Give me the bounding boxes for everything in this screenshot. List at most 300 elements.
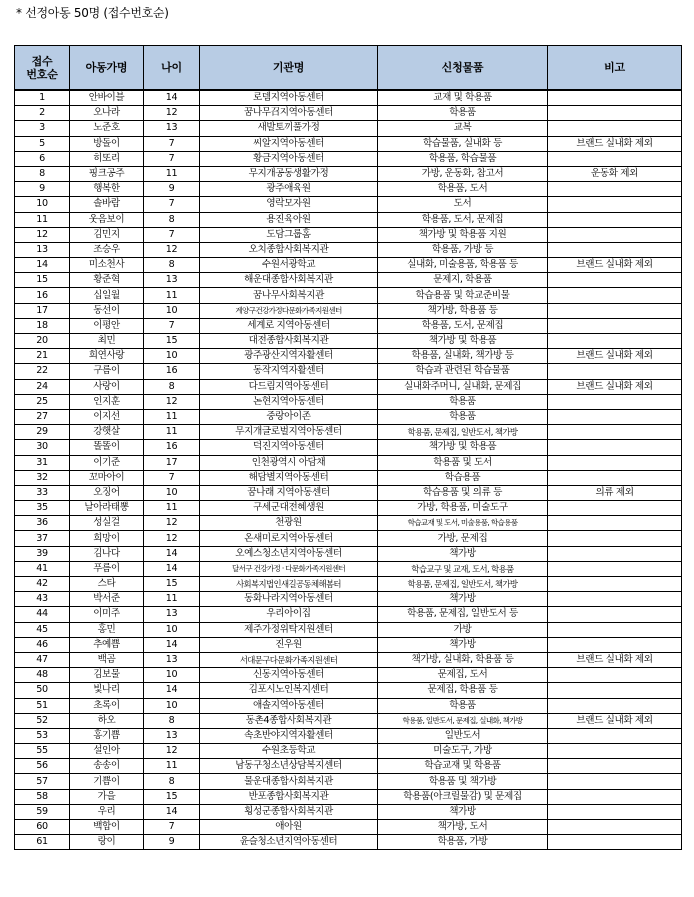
cell-note <box>548 546 682 561</box>
cell-age: 10 <box>144 622 200 637</box>
cell-org: 새발토끼풀가정 <box>200 121 378 136</box>
cell-age: 10 <box>144 349 200 364</box>
cell-number: 36 <box>15 516 70 531</box>
cell-number: 61 <box>15 835 70 850</box>
cell-item: 책가방 및 학용품 <box>378 334 548 349</box>
cell-name: 홍민 <box>70 622 144 637</box>
cell-number: 43 <box>15 592 70 607</box>
cell-number: 52 <box>15 713 70 728</box>
cell-org: 덕진지역아동센터 <box>200 440 378 455</box>
cell-number: 41 <box>15 561 70 576</box>
cell-note <box>548 698 682 713</box>
cell-number: 9 <box>15 182 70 197</box>
cell-item: 책가방, 학용품 등 <box>378 303 548 318</box>
cell-name: 스타 <box>70 577 144 592</box>
cell-number: 22 <box>15 364 70 379</box>
table-row <box>15 318 682 333</box>
cell-number: 31 <box>15 455 70 470</box>
cell-item: 학용품, 문제집, 일반도서, 책가방 <box>378 577 548 592</box>
cell-number: 42 <box>15 577 70 592</box>
cell-item: 책가방, 실내화, 학용품 등 <box>378 652 548 667</box>
cell-age: 14 <box>144 637 200 652</box>
table-row <box>15 592 682 607</box>
cell-note <box>548 728 682 743</box>
cell-name: 기쁨이 <box>70 774 144 789</box>
table-row <box>15 197 682 212</box>
table-row <box>15 258 682 273</box>
cell-item: 학습용품 및 학교준비물 <box>378 288 548 303</box>
cell-note <box>548 516 682 531</box>
cell-age: 7 <box>144 470 200 485</box>
cell-org: 남동구청소년상담복지센터 <box>200 759 378 774</box>
cell-name: 웃음보이 <box>70 212 144 227</box>
cell-number: 55 <box>15 744 70 759</box>
cell-name: 안바이블 <box>70 90 144 106</box>
table-row <box>15 394 682 409</box>
cell-note <box>548 835 682 850</box>
cell-org: 꿈나래 지역아동센터 <box>200 485 378 500</box>
cell-org: 다드림지역아동센터 <box>200 379 378 394</box>
cell-note <box>548 121 682 136</box>
table-row <box>15 561 682 576</box>
header-number-line1: 접수 <box>31 54 53 68</box>
table-row <box>15 728 682 743</box>
cell-note <box>548 683 682 698</box>
cell-note <box>548 774 682 789</box>
table-row <box>15 622 682 637</box>
table-row <box>15 425 682 440</box>
header-number-line2: 번호순 <box>26 67 58 81</box>
cell-age: 13 <box>144 728 200 743</box>
cell-number: 47 <box>15 652 70 667</box>
cell-name: 하오 <box>70 713 144 728</box>
cell-org: 동촌4종합사회복지관 <box>200 713 378 728</box>
cell-number: 39 <box>15 546 70 561</box>
cell-note <box>548 622 682 637</box>
cell-note: 브랜드 실내화 제외 <box>548 379 682 394</box>
table-row <box>15 759 682 774</box>
cell-item: 학용품 <box>378 409 548 424</box>
cell-note: 브랜드 실내화 제외 <box>548 652 682 667</box>
cell-age: 12 <box>144 394 200 409</box>
cell-org: 로뎀지역아동센터 <box>200 90 378 106</box>
cell-name: 빛나리 <box>70 683 144 698</box>
cell-age: 11 <box>144 592 200 607</box>
cell-number: 56 <box>15 759 70 774</box>
table-row <box>15 379 682 394</box>
cell-age: 12 <box>144 516 200 531</box>
cell-org: 사회복지법인새길공동체해봄터 <box>200 577 378 592</box>
cell-org: 도담그룹홈 <box>200 227 378 242</box>
cell-name: 꼬마아이 <box>70 470 144 485</box>
cell-number: 51 <box>15 698 70 713</box>
cell-item: 학습교재 및 도서, 미술용품, 학습용품 <box>378 516 548 531</box>
cell-item: 도서 <box>378 197 548 212</box>
cell-org: 서대문구다문화가족지원센터 <box>200 652 378 667</box>
cell-age: 10 <box>144 698 200 713</box>
table-row <box>15 212 682 227</box>
cell-number: 30 <box>15 440 70 455</box>
cell-number: 45 <box>15 622 70 637</box>
cell-number: 21 <box>15 349 70 364</box>
cell-note <box>548 334 682 349</box>
cell-age: 13 <box>144 273 200 288</box>
cell-number: 8 <box>15 166 70 181</box>
cell-org: 중랑아이존 <box>200 409 378 424</box>
cell-age: 14 <box>144 90 200 106</box>
cell-age: 11 <box>144 501 200 516</box>
table-row <box>15 637 682 652</box>
cell-name: 푸름이 <box>70 561 144 576</box>
cell-note <box>548 804 682 819</box>
table-header <box>15 46 682 91</box>
table-row <box>15 577 682 592</box>
cell-org: 해담별지역아동센터 <box>200 470 378 485</box>
cell-note <box>548 242 682 257</box>
cell-org: 동화나라지역아동센터 <box>200 592 378 607</box>
cell-age: 11 <box>144 759 200 774</box>
cell-number: 2 <box>15 106 70 121</box>
cell-org: 애아원 <box>200 820 378 835</box>
cell-age: 8 <box>144 774 200 789</box>
cell-note <box>548 197 682 212</box>
cell-age: 10 <box>144 668 200 683</box>
table-row <box>15 273 682 288</box>
cell-name: 십일월 <box>70 288 144 303</box>
cell-item: 학습과 관련된 학습물품 <box>378 364 548 379</box>
cell-age: 7 <box>144 318 200 333</box>
table-row <box>15 455 682 470</box>
cell-item: 학용품(아크릴물감) 및 문제집 <box>378 789 548 804</box>
table-row <box>15 242 682 257</box>
cell-item: 교재 및 학용품 <box>378 90 548 106</box>
cell-age: 16 <box>144 364 200 379</box>
cell-item: 학용품, 도서, 문제집 <box>378 212 548 227</box>
cell-item: 책가방 및 학용품 <box>378 440 548 455</box>
cell-item: 학용품 <box>378 698 548 713</box>
cell-age: 14 <box>144 804 200 819</box>
cell-number: 33 <box>15 485 70 500</box>
cell-org: 진우원 <box>200 637 378 652</box>
cell-number: 50 <box>15 683 70 698</box>
cell-age: 13 <box>144 121 200 136</box>
cell-name: 오징어 <box>70 485 144 500</box>
cell-item: 학습교재 및 학용품 <box>378 759 548 774</box>
cell-name: 설인아 <box>70 744 144 759</box>
cell-org: 무지개공동생활가정 <box>200 166 378 181</box>
cell-age: 16 <box>144 440 200 455</box>
cell-org: 오치종합사회복지관 <box>200 242 378 257</box>
cell-name: 행복한 <box>70 182 144 197</box>
cell-note: 의류 제외 <box>548 485 682 500</box>
cell-note <box>548 455 682 470</box>
table-row <box>15 501 682 516</box>
table-body <box>15 90 682 850</box>
cell-number: 44 <box>15 607 70 622</box>
cell-org: 인천광역시 아담채 <box>200 455 378 470</box>
cell-org: 계양구건강가정다문화가족지원센터 <box>200 303 378 318</box>
cell-name: 솔바람 <box>70 197 144 212</box>
table-row <box>15 835 682 850</box>
cell-name: 노준호 <box>70 121 144 136</box>
cell-org: 동작지역자활센터 <box>200 364 378 379</box>
cell-note <box>548 106 682 121</box>
cell-name: 박서준 <box>70 592 144 607</box>
cell-item: 문제지, 학용품 <box>378 273 548 288</box>
cell-number: 20 <box>15 334 70 349</box>
cell-note: 브랜드 실내화 제외 <box>548 136 682 151</box>
selected-children-table <box>14 45 682 850</box>
cell-item: 학용품 <box>378 394 548 409</box>
cell-note <box>548 151 682 166</box>
header-org: 기관명 <box>200 46 378 91</box>
cell-item: 학습용품 및 의류 등 <box>378 485 548 500</box>
cell-name: 초록이 <box>70 698 144 713</box>
table-row <box>15 804 682 819</box>
table-row <box>15 713 682 728</box>
table-row <box>15 227 682 242</box>
cell-note <box>548 90 682 106</box>
cell-item: 학용품, 가방 등 <box>378 242 548 257</box>
table-caption: * 선정아동 50명 (접수번호순) <box>16 6 169 20</box>
table-row <box>15 820 682 835</box>
cell-item: 학용품, 도서, 문제집 <box>378 318 548 333</box>
cell-name: 똘똘이 <box>70 440 144 455</box>
cell-item: 학습용품 <box>378 470 548 485</box>
cell-org: 오예스청소년지역아동센터 <box>200 546 378 561</box>
table-row <box>15 121 682 136</box>
table-row <box>15 698 682 713</box>
table-row <box>15 151 682 166</box>
cell-note <box>548 531 682 546</box>
header-age: 나이 <box>144 46 200 91</box>
cell-age: 8 <box>144 713 200 728</box>
table-row <box>15 516 682 531</box>
table-row <box>15 683 682 698</box>
cell-name: 백곰 <box>70 652 144 667</box>
table-row <box>15 349 682 364</box>
cell-name: 조승우 <box>70 242 144 257</box>
cell-name: 홍기쁨 <box>70 728 144 743</box>
header-row <box>15 46 682 91</box>
cell-item: 학용품 및 책가방 <box>378 774 548 789</box>
cell-note <box>548 470 682 485</box>
cell-age: 14 <box>144 561 200 576</box>
cell-item: 학용품, 일반도서, 문제집, 실내화, 책가방 <box>378 713 548 728</box>
cell-number: 15 <box>15 273 70 288</box>
table-row <box>15 789 682 804</box>
cell-org: 횡성군종합사회복지관 <box>200 804 378 819</box>
cell-number: 24 <box>15 379 70 394</box>
cell-org: 김포시노인복지센터 <box>200 683 378 698</box>
cell-age: 17 <box>144 455 200 470</box>
cell-number: 32 <box>15 470 70 485</box>
cell-number: 18 <box>15 318 70 333</box>
cell-org: 대전종합사회복지관 <box>200 334 378 349</box>
cell-number: 3 <box>15 121 70 136</box>
cell-item: 실내화, 미술용품, 학용품 등 <box>378 258 548 273</box>
cell-org: 우리아이집 <box>200 607 378 622</box>
cell-item: 가방, 운동화, 참고서 <box>378 166 548 181</box>
cell-number: 12 <box>15 227 70 242</box>
cell-org: 논현지역아동센터 <box>200 394 378 409</box>
cell-number: 59 <box>15 804 70 819</box>
cell-org: 무지개글로벌지역아동센터 <box>200 425 378 440</box>
table-row <box>15 470 682 485</box>
cell-name: 추예쁨 <box>70 637 144 652</box>
cell-name: 이미주 <box>70 607 144 622</box>
cell-note <box>548 303 682 318</box>
cell-org: 반포종합사회복지관 <box>200 789 378 804</box>
cell-org: 해운대종합사회복지관 <box>200 273 378 288</box>
cell-note <box>548 440 682 455</box>
cell-item: 책가방 <box>378 546 548 561</box>
cell-age: 11 <box>144 409 200 424</box>
cell-age: 11 <box>144 425 200 440</box>
cell-number: 60 <box>15 820 70 835</box>
cell-number: 10 <box>15 197 70 212</box>
table-row <box>15 166 682 181</box>
cell-name: 동선이 <box>70 303 144 318</box>
cell-note <box>548 592 682 607</box>
cell-item: 책가방, 도서 <box>378 820 548 835</box>
header-name: 아동가명 <box>70 46 144 91</box>
cell-org: 황금지역아동센터 <box>200 151 378 166</box>
cell-org: 수원초등학교 <box>200 744 378 759</box>
cell-org: 꿈나무召지역아동센터 <box>200 106 378 121</box>
cell-age: 7 <box>144 820 200 835</box>
cell-note <box>548 394 682 409</box>
cell-org: 속초반야지역자활센터 <box>200 728 378 743</box>
cell-number: 46 <box>15 637 70 652</box>
cell-item: 학용품, 도서 <box>378 182 548 197</box>
cell-note <box>548 425 682 440</box>
table-row <box>15 531 682 546</box>
cell-name: 이평안 <box>70 318 144 333</box>
cell-number: 27 <box>15 409 70 424</box>
cell-note <box>548 759 682 774</box>
cell-note <box>548 789 682 804</box>
cell-number: 16 <box>15 288 70 303</box>
cell-age: 11 <box>144 288 200 303</box>
cell-name: 김보물 <box>70 668 144 683</box>
cell-age: 7 <box>144 227 200 242</box>
cell-number: 58 <box>15 789 70 804</box>
header-note: 비고 <box>548 46 682 91</box>
cell-number: 13 <box>15 242 70 257</box>
cell-age: 11 <box>144 166 200 181</box>
cell-number: 5 <box>15 136 70 151</box>
cell-org: 꿈나무사회복지관 <box>200 288 378 303</box>
cell-org: 천광원 <box>200 516 378 531</box>
table-row <box>15 136 682 151</box>
cell-name: 이지선 <box>70 409 144 424</box>
cell-number: 48 <box>15 668 70 683</box>
cell-age: 7 <box>144 136 200 151</box>
table-row <box>15 364 682 379</box>
cell-note <box>548 820 682 835</box>
cell-org: 달서구 건강가정 · 다문화가족지원센터 <box>200 561 378 576</box>
cell-name: 방돌이 <box>70 136 144 151</box>
cell-item: 실내화주머니, 실내화, 문제집 <box>378 379 548 394</box>
cell-note <box>548 273 682 288</box>
cell-note <box>548 409 682 424</box>
cell-item: 책가방 및 학용품 지원 <box>378 227 548 242</box>
cell-name: 오나라 <box>70 106 144 121</box>
cell-item: 가방 <box>378 622 548 637</box>
cell-item: 학용품 및 도서 <box>378 455 548 470</box>
cell-org: 용진육아원 <box>200 212 378 227</box>
header-number <box>15 46 70 91</box>
cell-item: 학용품, 문제집, 일반도서 등 <box>378 607 548 622</box>
cell-item: 학용품 <box>378 106 548 121</box>
cell-org: 씨알지역아동센터 <box>200 136 378 151</box>
cell-name: 최민 <box>70 334 144 349</box>
cell-note: 브랜드 실내화 제외 <box>548 713 682 728</box>
cell-age: 12 <box>144 744 200 759</box>
table-row <box>15 668 682 683</box>
cell-note <box>548 318 682 333</box>
cell-item: 가방, 문제집 <box>378 531 548 546</box>
cell-note <box>548 607 682 622</box>
cell-number: 14 <box>15 258 70 273</box>
cell-age: 7 <box>144 151 200 166</box>
cell-age: 12 <box>144 242 200 257</box>
cell-note <box>548 668 682 683</box>
table-row <box>15 303 682 318</box>
cell-name: 이기준 <box>70 455 144 470</box>
cell-org: 물운대종합사회복지관 <box>200 774 378 789</box>
cell-note <box>548 637 682 652</box>
cell-number: 17 <box>15 303 70 318</box>
cell-item: 책가방 <box>378 592 548 607</box>
table-row <box>15 182 682 197</box>
cell-item: 학용품, 가방 <box>378 835 548 850</box>
cell-age: 9 <box>144 182 200 197</box>
cell-note <box>548 182 682 197</box>
cell-age: 15 <box>144 577 200 592</box>
table-row <box>15 334 682 349</box>
cell-number: 1 <box>15 90 70 106</box>
cell-org: 윤슬청소년지역아동센터 <box>200 835 378 850</box>
cell-name: 핑크공주 <box>70 166 144 181</box>
cell-age: 12 <box>144 106 200 121</box>
cell-number: 29 <box>15 425 70 440</box>
cell-name: 구름이 <box>70 364 144 379</box>
cell-age: 12 <box>144 531 200 546</box>
cell-org: 애솔지역아동센터 <box>200 698 378 713</box>
cell-note: 운동화 제외 <box>548 166 682 181</box>
table-row <box>15 652 682 667</box>
cell-org: 제주가정위탁지원센터 <box>200 622 378 637</box>
cell-age: 15 <box>144 334 200 349</box>
cell-number: 53 <box>15 728 70 743</box>
cell-age: 10 <box>144 485 200 500</box>
cell-number: 6 <box>15 151 70 166</box>
cell-item: 책가방 <box>378 804 548 819</box>
cell-name: 가을 <box>70 789 144 804</box>
cell-age: 13 <box>144 652 200 667</box>
cell-note <box>548 577 682 592</box>
cell-org: 수원서광학교 <box>200 258 378 273</box>
cell-name: 희연사랑 <box>70 349 144 364</box>
cell-item: 학습물품, 실내화 등 <box>378 136 548 151</box>
cell-org: 구세군대전혜생원 <box>200 501 378 516</box>
cell-age: 7 <box>144 197 200 212</box>
table-row <box>15 409 682 424</box>
cell-age: 8 <box>144 379 200 394</box>
cell-note: 브랜드 실내화 제외 <box>548 258 682 273</box>
